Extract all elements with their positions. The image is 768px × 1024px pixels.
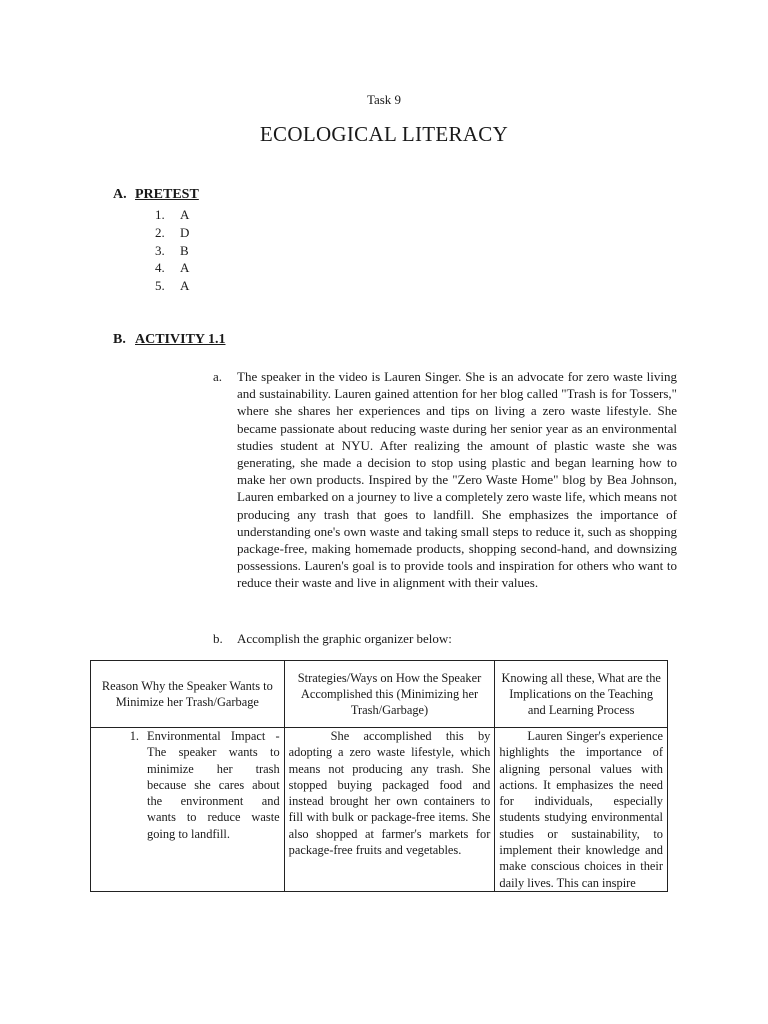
activity-item-b bbox=[213, 631, 452, 647]
graphic-organizer-table bbox=[90, 660, 668, 892]
table-row bbox=[91, 728, 668, 892]
page-title: ECOLOGICAL LITERACY bbox=[259, 122, 509, 146]
item-number: 5. bbox=[155, 278, 165, 294]
list-item bbox=[155, 224, 189, 242]
item-answer: A bbox=[180, 278, 190, 294]
reason-text: Environmental Impact - The speaker wants to minimize her trash because she cares about the environment and wants to reduce waste going to landfill. bbox=[147, 729, 280, 841]
section-b-heading bbox=[113, 332, 226, 348]
header-implications: Knowing all these, What are the Implications on the Teaching and Learning Process bbox=[495, 661, 668, 728]
cell-strategy bbox=[284, 728, 495, 892]
cell-reason bbox=[91, 728, 285, 892]
section-a-heading bbox=[113, 187, 199, 203]
item-number: 4. bbox=[155, 260, 165, 276]
implication-text: Lauren Singer's experience highlights the importance of aligning personal values with actions. It emphasizes the need for individuals, especially students studying environmental studies or sustainability, to implement their knowledge and make conscious choices in their daily lives. This can inspire bbox=[499, 729, 663, 890]
item-b-text: Accomplish the graphic organizer below: bbox=[237, 631, 452, 646]
list-item bbox=[155, 206, 189, 224]
reason-number: 1. bbox=[129, 729, 139, 743]
activity-item-a bbox=[213, 368, 677, 592]
item-number: 2. bbox=[155, 224, 165, 240]
item-b-label: b. bbox=[213, 631, 223, 646]
item-a-label: a. bbox=[213, 369, 223, 384]
section-b-letter: B. bbox=[113, 332, 126, 347]
list-item bbox=[155, 277, 189, 295]
item-answer: A bbox=[180, 260, 190, 276]
strategy-text: She accomplished this by adopting a zero waste lifestyle, which means not producing any trash. She stopped buying packaged food and instead brought her own containers to fill with bulk or package-free items. She also shopped at farmer's markets for package-free fruits and vegetables. bbox=[288, 729, 491, 858]
section-b-title: ACTIVITY 1.1 bbox=[135, 332, 226, 347]
task-label: Task 9 bbox=[366, 92, 402, 107]
header-strategies: Strategies/Ways on How the Speaker Accomplished this (Minimizing her Trash/Garbage) bbox=[284, 661, 495, 728]
item-number: 1. bbox=[155, 207, 165, 222]
cell-implication bbox=[495, 728, 668, 892]
list-item bbox=[155, 259, 189, 277]
list-item bbox=[155, 242, 189, 260]
item-answer: D bbox=[180, 224, 190, 240]
item-a-paragraph: The speaker in the video is Lauren Singer. She is an advocate for zero waste living and sustainability. Lauren gained attention for her blog called "Trash is for Tossers," where she shares her experiences and tips on living a zero waste lifestyle. She became passionate about reducing waste during her senior year as an environmental studies student at NYU. After realizing the amount of plastic waste she was generating, she made a decision to stop using plastic and began learning how to make her own products. Inspired by the "Zero Waste Home" blog by Bea Johnson, Lauren embarked on a journey to live a completely zero waste life, which means not producing any trash that goes to landfill. She emphasizes the importance of understanding one's own waste and taking small steps to reduce it, such as shopping package-free, making homemade products, shopping second-hand, and downsizing possessions. Lauren's goal is to provide tools and inspiration for others who want to reduce their waste and live in alignment with their values. bbox=[237, 369, 677, 591]
item-number: 3. bbox=[155, 242, 165, 258]
section-a-letter: A. bbox=[113, 187, 127, 202]
section-a-title: PRETEST bbox=[135, 187, 199, 202]
item-answer: B bbox=[180, 242, 189, 258]
pretest-answer-list bbox=[155, 206, 189, 295]
item-answer: A bbox=[180, 207, 190, 222]
header-reason: Reason Why the Speaker Wants to Minimize her Trash/Garbage bbox=[91, 661, 285, 728]
table-header-row bbox=[91, 661, 668, 728]
